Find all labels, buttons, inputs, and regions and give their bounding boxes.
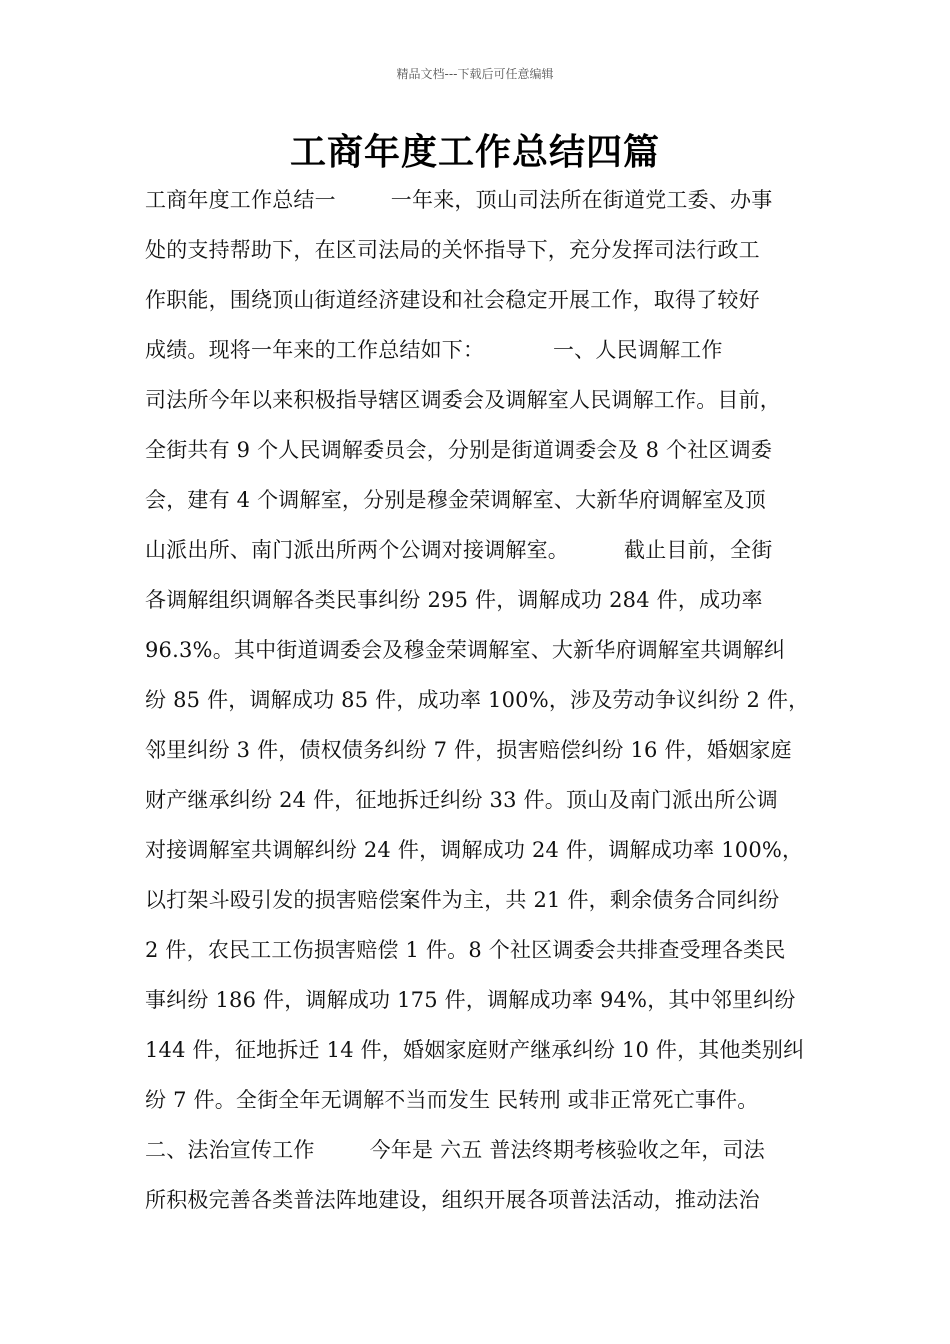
body-line: 二、法治宣传工作 今年是 六五 普法终期考核验收之年，司法: [145, 1138, 765, 1162]
body-line: 山派出所、南门派出所两个公调对接调解室。 截止目前，全街: [145, 538, 773, 562]
body-line: 邻里纠纷 3 件，债权债务纠纷 7 件，损害赔偿纠纷 16 件，婚姻家庭: [145, 738, 792, 762]
body-line: 工商年度工作总结一 一年来，顶山司法所在街道党工委、办事: [145, 188, 773, 212]
body-line: 作职能，围绕顶山街道经济建设和社会稳定开展工作，取得了较好: [145, 288, 760, 312]
document-title: 工商年度工作总结四篇: [289, 132, 660, 173]
body-line: 对接调解室共调解纠纷 24 件，调解成功 24 件，调解成功率 100%，: [145, 838, 804, 862]
body-line: 司法所今年以来积极指导辖区调委会及调解室人民调解工作。目前，: [145, 388, 781, 412]
body-line: 纷 7 件。全街全年无调解不当而发生 民转刑 或非正常死亡事件。: [145, 1088, 759, 1112]
body-text: [145, 184, 825, 1234]
body-line: 会，建有 4 个调解室，分别是穆金荣调解室、大新华府调解室及顶: [145, 488, 766, 512]
body-line: 以打架斗殴引发的损害赔偿案件为主，共 21 件，剩余债务合同纠纷: [145, 888, 780, 912]
body-line: 所积极完善各类普法阵地建设，组织开展各项普法活动，推动法治: [145, 1188, 760, 1212]
body-line: 144 件，征地拆迁 14 件，婚姻家庭财产继承纠纷 10 件，其他类别纠: [145, 1038, 805, 1062]
body-line: 事纠纷 186 件，调解成功 175 件，调解成功率 94%，其中邻里纠纷: [145, 988, 796, 1012]
body-line: 全街共有 9 个人民调解委员会，分别是街道调委会及 8 个社区调委: [145, 438, 773, 462]
body-line: 96.3%。其中街道调委会及穆金荣调解室、大新华府调解室共调解纠: [145, 638, 786, 662]
body-line: 各调解组织调解各类民事纠纷 295 件，调解成功 284 件，成功率: [145, 588, 763, 612]
body-line: 财产继承纠纷 24 件，征地拆迁纠纷 33 件。顶山及南门派出所公调: [145, 788, 778, 812]
header-note: 精品文档---下载后可任意编辑: [396, 67, 554, 81]
body-line: 处的支持帮助下，在区司法局的关怀指导下，充分发挥司法行政工: [145, 238, 760, 262]
body-line: 2 件，农民工工伤损害赔偿 1 件。8 个社区调委会共排查受理各类民: [145, 938, 786, 962]
body-line: 纷 85 件，调解成功 85 件，成功率 100%，涉及劳动争议纠纷 2 件，: [145, 688, 810, 712]
body-line: 成绩。现将一年来的工作总结如下： 一、人民调解工作: [145, 338, 723, 362]
